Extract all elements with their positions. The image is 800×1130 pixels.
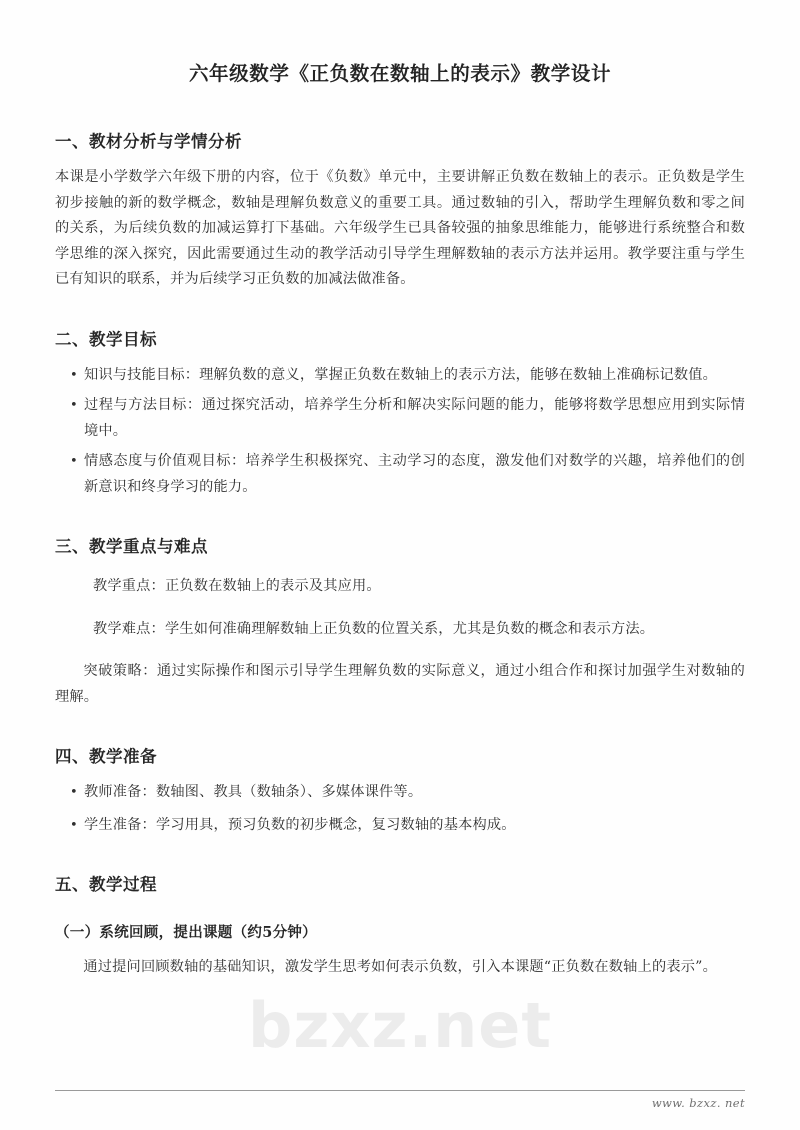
list-item: • 学生准备：学习用具，预习负数的初步概念，复习数轴的基本构成。 (70, 813, 745, 839)
section-heading-2: 二、教学目标 (55, 329, 157, 349)
strategy-paragraph: 突破策略：通过实际操作和图示引导学生理解负数的实际意义，通过小组合作和探讨加强学生对数轴的理解。 (55, 663, 745, 705)
teaching-preparation-list (55, 780, 745, 838)
footer-divider (55, 1090, 745, 1091)
list-item: • 知识与技能目标：理解负数的意义，掌握正负数在数轴上的表示方法，能够在数轴上准确标记数值。 (70, 363, 745, 389)
list-item: • 过程与方法目标：通过探究活动，培养学生分析和解决实际问题的能力，能够将数学思想应用到实际情境中。 (70, 393, 745, 444)
list-item: • 教师准备：数轴图、教具（数轴条）、多媒体课件等。 (70, 780, 745, 806)
section-heading-4: 四、教学准备 (55, 747, 157, 766)
difficult-point-paragraph: 教学难点：学生如何准确理解数轴上正负数的位置关系，尤其是负数的概念和表示方法。 (93, 620, 655, 637)
section-1-paragraph: 本课是小学数学六年级下册的内容，位于《负数》单元中，主要讲解正负数在数轴上的表示。正负数是学生初步接触的新的数学概念，数轴是理解负数意义的重要工具。通过数轴的引入，帮助学生理解负数和零之间的关系，为后续负数的加减运算打下基础。六年级学生已具备较强的抽象思维能力，能够进行系统整合和数学思维的深入探究，因此需要通过生动的教学活动引导学生理解数轴的表示方法并运用。教学要注重与学生已有知识的联系，并为后续学习正负数的加减法做准备。 (55, 169, 745, 287)
teaching-objectives-list (55, 363, 745, 501)
subsection-5-1-paragraph: 通过提问回顾数轴的基础知识，激发学生思考如何表示负数，引入本课题“正负数在数轴上的表示”。 (83, 959, 717, 975)
watermark-text: bzxz.net (248, 989, 552, 1062)
footer-url: www. bzxz. net (651, 1096, 745, 1110)
subsection-heading-5-1: （一）系统回顾，提出课题（约5分钟） (55, 924, 317, 941)
key-point-paragraph: 教学重点：正负数在数轴上的表示及其应用。 (93, 578, 381, 594)
list-item: • 情感态度与价值观目标：培养学生积极探究、主动学习的态度，激发他们对数学的兴趣，培养他们的创新意识和终身学习的能力。 (70, 449, 745, 500)
page-title: 六年级数学《正负数在数轴上的表示》教学设计 (188, 62, 612, 85)
section-heading-3: 三、教学重点与难点 (55, 537, 208, 556)
section-heading-5: 五、教学过程 (55, 875, 157, 894)
section-heading-1: 一、教材分析与学情分析 (55, 132, 242, 151)
page-footer (55, 1090, 745, 1110)
